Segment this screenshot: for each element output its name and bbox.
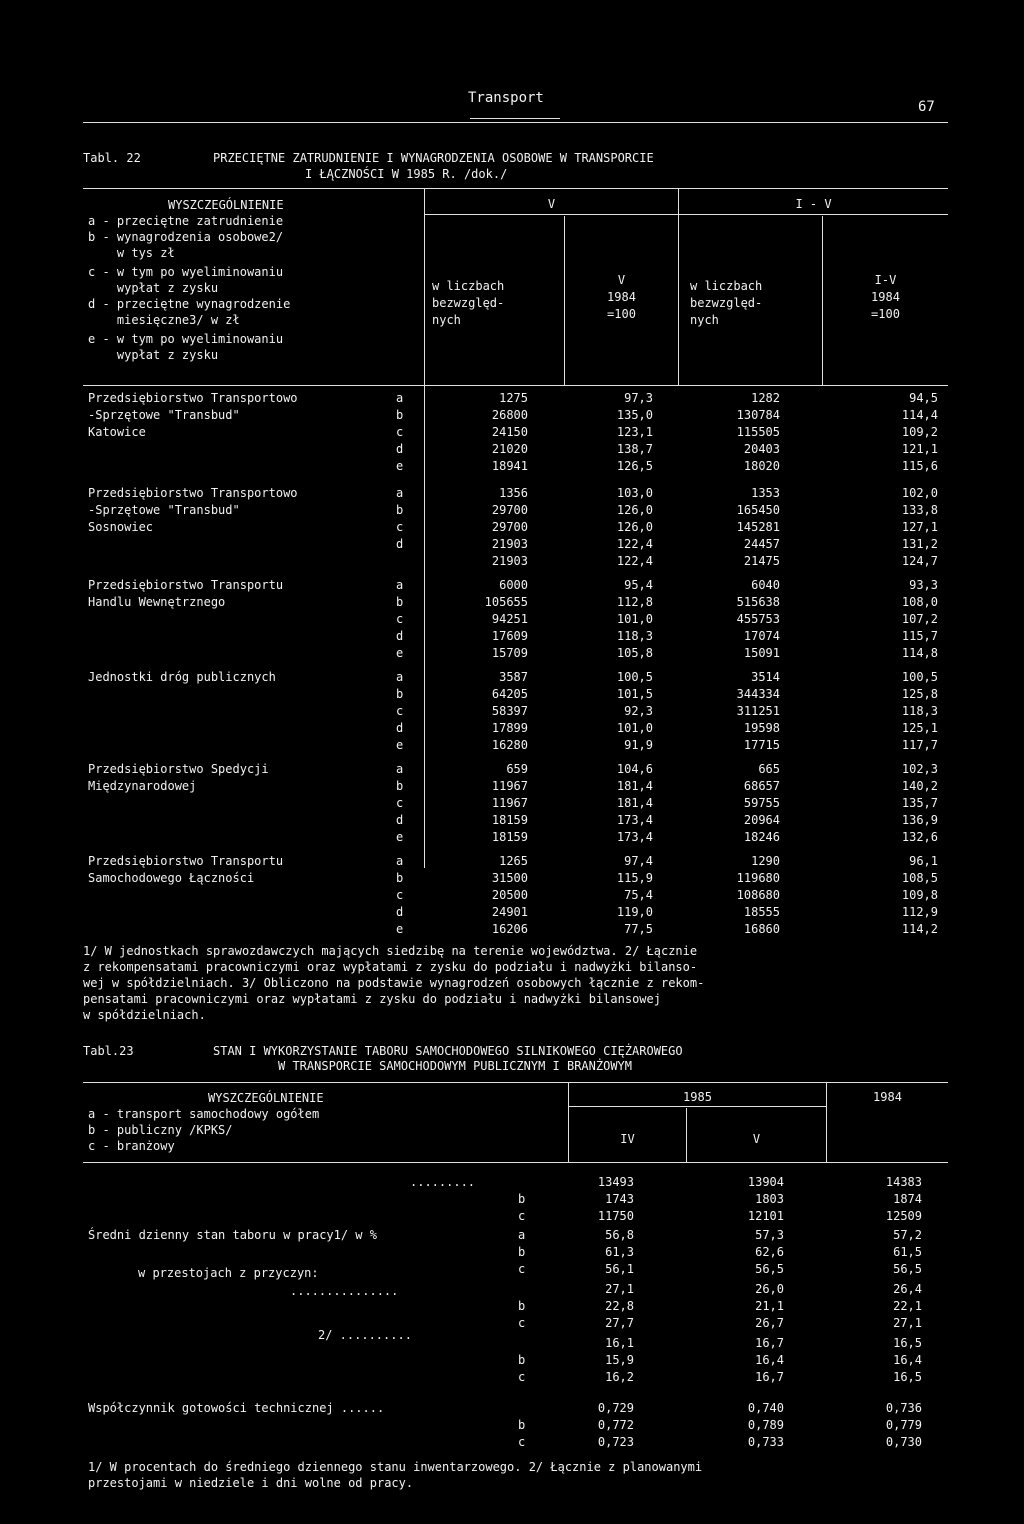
legend-line: a - transport samochodowy ogółem	[88, 1107, 320, 1121]
v-value: 26,7	[755, 1316, 784, 1330]
row-letter: c	[518, 1209, 526, 1223]
iv-idx-value: 109,8	[901, 888, 938, 902]
iv-abs-value: 1290	[751, 854, 780, 868]
table23-label: Tabl.23	[83, 1044, 134, 1058]
footnote-line: pensatami pracowniczymi oraz wypłatami z zysku do podziału i nadwyżki bilansowej	[83, 992, 661, 1006]
v-idx-value: 95,4	[624, 578, 653, 592]
v-abs-value: 29700	[491, 503, 528, 517]
v-idx-value: 101,0	[616, 612, 653, 626]
row-letter: c	[518, 1262, 526, 1276]
iv-idx-value: 133,8	[901, 503, 938, 517]
row-letter: b	[396, 687, 404, 701]
iv-idx-value: 118,3	[901, 704, 938, 718]
v-abs-value: 16206	[491, 922, 528, 936]
iv-idx-value: 125,1	[901, 721, 938, 735]
v-abs-value: 18159	[491, 813, 528, 827]
v-abs-value: 11967	[491, 779, 528, 793]
table23-col-iv: IV	[620, 1132, 635, 1146]
v-abs-value: 20500	[491, 888, 528, 902]
row-letter: e	[396, 738, 404, 752]
v-idx-value: 118,3	[616, 629, 653, 643]
legend-line: d - przeciętne wynagrodzenie	[88, 297, 291, 311]
row-letter: b	[518, 1192, 526, 1206]
iv-abs-value: 130784	[736, 408, 780, 422]
iv-abs-value: 119680	[736, 871, 780, 885]
v-idx-value: 92,3	[624, 704, 653, 718]
unit-name: Sosnowiec	[88, 520, 154, 534]
legend-line: e - w tym po wyeliminowaniu	[88, 332, 284, 346]
row-letter: c	[396, 425, 404, 439]
iv-idx-value: 107,2	[901, 612, 938, 626]
v-idx-value: 122,4	[616, 554, 653, 568]
v-idx-value: 126,0	[616, 520, 653, 534]
v-abs-value: 18941	[491, 459, 528, 473]
row-letter: a	[396, 854, 404, 868]
iv-idx-value: 112,9	[901, 905, 938, 919]
iv-value: 27,1	[605, 1282, 634, 1296]
y1984-value: 27,1	[893, 1316, 922, 1330]
table22-label: Tabl. 22	[83, 151, 141, 165]
unit-name: Przedsiębiorstwo Transportu	[88, 854, 284, 868]
v-abs-value: 21903	[491, 537, 528, 551]
iv-abs-value: 16860	[743, 922, 780, 936]
row-letter: d	[396, 905, 404, 919]
iv-idx-value: 115,7	[901, 629, 938, 643]
iv-abs-value: 68657	[743, 779, 780, 793]
row-letter: b	[396, 779, 404, 793]
y1984-value: 0,779	[885, 1418, 922, 1432]
iv-abs-value: 344334	[736, 687, 780, 701]
row-letter: d	[396, 442, 404, 456]
row-letter: d	[396, 537, 404, 551]
iv-abs-value: 17715	[743, 738, 780, 752]
v-idx-value: 135,0	[616, 408, 653, 422]
y1984-value: 26,4	[893, 1282, 922, 1296]
iv-abs-value: 1353	[751, 486, 780, 500]
legend-line: w tys zł	[88, 246, 175, 260]
v-idx-value: 101,0	[616, 721, 653, 735]
v-value: 62,6	[755, 1245, 784, 1259]
iv-abs-value: 145281	[736, 520, 780, 534]
row-letter: c	[396, 520, 404, 534]
unit-name: Jednostki dróg publicznych	[88, 670, 276, 684]
iv-abs-value: 18246	[743, 830, 780, 844]
iv-abs-value: 19598	[743, 721, 780, 735]
v-abs-value: 6000	[499, 578, 528, 592]
iv-value: 15,9	[605, 1353, 634, 1367]
iv-abs-value: 115505	[736, 425, 780, 439]
v-abs-value: 1265	[499, 854, 528, 868]
iv-abs-value: 20964	[743, 813, 780, 827]
y1984-value: 16,5	[893, 1336, 922, 1350]
v-idx-value: 181,4	[616, 779, 653, 793]
iv-abs-value: 18555	[743, 905, 780, 919]
v-value: 13904	[747, 1175, 784, 1189]
table23-top-rule	[83, 1082, 948, 1083]
iv-idx-value: 124,7	[901, 554, 938, 568]
v-abs-value: 26800	[491, 408, 528, 422]
v-idx-value: 103,0	[616, 486, 653, 500]
row-label: Średni dzienny stan taboru w pracy1/ w %	[88, 1228, 377, 1242]
footnote-line: wej w spółdzielniach. 3/ Obliczono na podstawie wynagrodzeń osobowych łącznie z rekom-	[83, 976, 705, 990]
row-letter: c	[518, 1370, 526, 1384]
iv-abs-value: 15091	[743, 646, 780, 660]
row-letter: e	[396, 459, 404, 473]
v-abs-value: 64205	[491, 687, 528, 701]
v-idx-value: 173,4	[616, 813, 653, 827]
table23-head-bottom-rule	[83, 1162, 948, 1163]
v-idx-value: 173,4	[616, 830, 653, 844]
v-value: 26,0	[755, 1282, 784, 1296]
row-letter: c	[518, 1435, 526, 1449]
v-abs-value: 94251	[491, 612, 528, 626]
v-abs-value: 3587	[499, 670, 528, 684]
row-letter: b	[518, 1245, 526, 1259]
v-value: 16,7	[755, 1336, 784, 1350]
table23-title-line2: W TRANSPORCIE SAMOCHODOWYM PUBLICZNYM I BRANŻOWYM	[278, 1059, 633, 1073]
iv-idx-value: 140,2	[901, 779, 938, 793]
v-idx-value: 123,1	[616, 425, 653, 439]
unit-name: Samochodowego Łączności	[88, 871, 255, 885]
y1984-value: 16,4	[893, 1353, 922, 1367]
iv-idx-value: 121,1	[901, 442, 938, 456]
v-value: 21,1	[755, 1299, 784, 1313]
y1984-value: 16,5	[893, 1370, 922, 1384]
table22-divider-groups	[678, 188, 679, 385]
row-label: w przestojach z przyczyn:	[138, 1266, 319, 1280]
unit-name: -Sprzętowe "Transbud"	[88, 408, 240, 422]
table22-head-bottom-rule	[83, 385, 948, 386]
unit-name: Przedsiębiorstwo Transportu	[88, 578, 284, 592]
y1984-value: 56,5	[893, 1262, 922, 1276]
y1984-value: 61,5	[893, 1245, 922, 1259]
v-abs-value: 18159	[491, 830, 528, 844]
row-label-dots: ...............	[290, 1284, 399, 1298]
y1984-value: 22,1	[893, 1299, 922, 1313]
iv-idx-value: 114,4	[901, 408, 938, 422]
table22-col-group-iv: I - V	[795, 197, 832, 211]
row-letter: d	[396, 629, 404, 643]
iv-idx-value: 114,8	[901, 646, 938, 660]
y1984-value: 0,730	[885, 1435, 922, 1449]
unit-name: Handlu Wewnętrznego	[88, 595, 226, 609]
iv-idx-value: 93,3	[909, 578, 938, 592]
v-abs-value: 17899	[491, 721, 528, 735]
y1984-value: 12509	[885, 1209, 922, 1223]
iv-value: 56,8	[605, 1228, 634, 1242]
iv-value: 27,7	[605, 1316, 634, 1330]
row-letter: b	[518, 1299, 526, 1313]
v-idx-value: 91,9	[624, 738, 653, 752]
iv-abs-value: 18020	[743, 459, 780, 473]
row-letter: a	[396, 486, 404, 500]
footnote-line: przestojami w niedziele i dni wolne od pracy.	[88, 1476, 414, 1490]
v-value: 1803	[755, 1192, 784, 1206]
row-letter: d	[396, 813, 404, 827]
row-label: Współczynnik gotowości technicznej ......	[88, 1401, 385, 1415]
table22-top-rule	[83, 188, 948, 189]
v-idx-value: 104,6	[616, 762, 653, 776]
row-letter: d	[396, 721, 404, 735]
iv-abs-value: 311251	[736, 704, 780, 718]
v-idx-value: 112,8	[616, 595, 653, 609]
iv-idx-value: 132,6	[901, 830, 938, 844]
v-abs-value: 24901	[491, 905, 528, 919]
iv-idx-value: 100,5	[901, 670, 938, 684]
unit-name: -Sprzętowe "Transbud"	[88, 503, 240, 517]
iv-value: 0,772	[597, 1418, 634, 1432]
v-abs-value: 21903	[491, 554, 528, 568]
row-letter: c	[396, 796, 404, 810]
v-abs-value: 58397	[491, 704, 528, 718]
v-value: 16,7	[755, 1370, 784, 1384]
footnote-line: w spółdzielniach.	[83, 1008, 206, 1022]
row-letter: a	[518, 1228, 526, 1242]
v-abs-value: 105655	[484, 595, 528, 609]
v-idx-value: 181,4	[616, 796, 653, 810]
footnote-line: 1/ W jednostkach sprawozdawczych mających siedzibę na terenie województwa. 2/ Łącznie	[83, 944, 698, 958]
row-label: .........	[410, 1175, 476, 1189]
iv-idx-value: 96,1	[909, 854, 938, 868]
header-rule	[470, 118, 560, 119]
v-idx-value: 97,3	[624, 391, 653, 405]
iv-value: 13493	[597, 1175, 634, 1189]
v-idx-value: 105,8	[616, 646, 653, 660]
row-letter: e	[396, 646, 404, 660]
unit-name: Przedsiębiorstwo Transportowo	[88, 486, 298, 500]
v-abs-value: 31500	[491, 871, 528, 885]
v-idx-value: 75,4	[624, 888, 653, 902]
v-value: 12101	[747, 1209, 784, 1223]
legend-line: wypłat z zysku	[88, 348, 219, 362]
y1984-value: 57,2	[893, 1228, 922, 1242]
iv-abs-value: 17074	[743, 629, 780, 643]
v-idx-value: 126,5	[616, 459, 653, 473]
unit-name: Katowice	[88, 425, 146, 439]
v-idx-value: 115,9	[616, 871, 653, 885]
iv-abs-value: 1282	[751, 391, 780, 405]
iv-idx-value: 117,7	[901, 738, 938, 752]
v-idx-value: 138,7	[616, 442, 653, 456]
y1984-value: 1874	[893, 1192, 922, 1206]
v-abs-value: 24150	[491, 425, 528, 439]
iv-abs-value: 24457	[743, 537, 780, 551]
table22-col-v-idx: V 1984 =100	[607, 273, 636, 321]
v-idx-value: 126,0	[616, 503, 653, 517]
table23-stub-heading: WYSZCZEGÓLNIENIE	[208, 1091, 324, 1105]
legend-line: c - w tym po wyeliminowaniu	[88, 265, 284, 279]
iv-idx-value: 109,2	[901, 425, 938, 439]
iv-value: 1743	[605, 1192, 634, 1206]
legend-line: b - publiczny /KPKS/	[88, 1123, 233, 1137]
table22-stub-heading: WYSZCZEGÓLNIENIE	[168, 198, 284, 212]
row-letter: a	[396, 762, 404, 776]
iv-value: 61,3	[605, 1245, 634, 1259]
row-letter: a	[396, 670, 404, 684]
unit-name: Międzynarodowej	[88, 779, 197, 793]
table23-title-line1: STAN I WYKORZYSTANIE TABORU SAMOCHODOWEGO SILNIKOWEGO CIĘŻAROWEGO	[213, 1044, 683, 1058]
iv-idx-value: 102,3	[901, 762, 938, 776]
row-letter: b	[396, 408, 404, 422]
table22-col-iv-abs: w liczbach bezwzględ- nych	[690, 279, 763, 327]
unit-name: Przedsiębiorstwo Spedycji	[88, 762, 269, 776]
iv-idx-value: 114,2	[901, 922, 938, 936]
row-letter: c	[518, 1316, 526, 1330]
table22-title-line2: I ŁĄCZNOŚCI W 1985 R. /dok./	[305, 167, 508, 181]
v-abs-value: 21020	[491, 442, 528, 456]
row-letter: b	[518, 1353, 526, 1367]
iv-abs-value: 20403	[743, 442, 780, 456]
table22-col-iv-idx: I-V 1984 =100	[871, 273, 900, 321]
header-rule-long	[83, 122, 948, 123]
table22-divider-stub	[424, 188, 425, 868]
table23-col-1984: 1984	[873, 1090, 902, 1104]
legend-line: c - branżowy	[88, 1139, 175, 1153]
iv-idx-value: 135,7	[901, 796, 938, 810]
table23-group-rule	[569, 1106, 826, 1107]
iv-idx-value: 127,1	[901, 520, 938, 534]
legend-line: b - wynagrodzenia osobowe2/	[88, 230, 284, 244]
iv-value: 0,729	[597, 1401, 634, 1415]
iv-idx-value: 108,0	[901, 595, 938, 609]
v-value: 16,4	[755, 1353, 784, 1367]
y1984-value: 14383	[885, 1175, 922, 1189]
iv-abs-value: 21475	[743, 554, 780, 568]
footnote-line: z rekompensatami pracowniczymi oraz wypłatami z zysku do podziału i nadwyżki bilanso-	[83, 960, 698, 974]
page-number: 67	[918, 99, 935, 115]
v-value: 57,3	[755, 1228, 784, 1242]
iv-value: 16,1	[605, 1336, 634, 1350]
v-abs-value: 1275	[499, 391, 528, 405]
row-letter: c	[396, 704, 404, 718]
v-abs-value: 659	[506, 762, 528, 776]
row-label: 2/ ..........	[318, 1328, 412, 1342]
legend-line: a - przeciętne zatrudnienie	[88, 214, 284, 228]
v-value: 56,5	[755, 1262, 784, 1276]
table22-group-rule	[425, 214, 948, 215]
iv-value: 11750	[597, 1209, 634, 1223]
row-letter: c	[396, 612, 404, 626]
iv-idx-value: 136,9	[901, 813, 938, 827]
iv-abs-value: 108680	[736, 888, 780, 902]
iv-value: 22,8	[605, 1299, 634, 1313]
row-letter: b	[518, 1418, 526, 1432]
row-letter: e	[396, 830, 404, 844]
iv-idx-value: 94,5	[909, 391, 938, 405]
row-letter: c	[396, 888, 404, 902]
running-title: Transport	[468, 90, 544, 106]
footnote-line: 1/ W procentach do średniego dziennego stanu inwentarzowego. 2/ Łącznie z planowanymi	[88, 1460, 703, 1474]
table23-col-1985: 1985	[683, 1090, 712, 1104]
row-letter: b	[396, 503, 404, 517]
v-abs-value: 17609	[491, 629, 528, 643]
y1984-value: 0,736	[885, 1401, 922, 1415]
iv-idx-value: 131,2	[901, 537, 938, 551]
row-letter: e	[396, 922, 404, 936]
iv-idx-value: 108,5	[901, 871, 938, 885]
v-abs-value: 11967	[491, 796, 528, 810]
v-abs-value: 29700	[491, 520, 528, 534]
legend-line: wypłat z zysku	[88, 281, 219, 295]
row-letter: b	[396, 595, 404, 609]
iv-value: 16,2	[605, 1370, 634, 1384]
iv-abs-value: 3514	[751, 670, 780, 684]
table22-title-line1: PRZECIĘTNE ZATRUDNIENIE I WYNAGRODZENIA OSOBOWE W TRANSPORCIE	[213, 151, 654, 165]
v-idx-value: 119,0	[616, 905, 653, 919]
legend-line: miesięczne3/ w zł	[88, 313, 240, 327]
v-abs-value: 1356	[499, 486, 528, 500]
iv-value: 0,723	[597, 1435, 634, 1449]
iv-idx-value: 125,8	[901, 687, 938, 701]
v-idx-value: 77,5	[624, 922, 653, 936]
iv-abs-value: 455753	[736, 612, 780, 626]
v-idx-value: 101,5	[616, 687, 653, 701]
iv-idx-value: 102,0	[901, 486, 938, 500]
v-value: 0,740	[747, 1401, 784, 1415]
row-letter: b	[396, 871, 404, 885]
unit-name: Przedsiębiorstwo Transportowo	[88, 391, 298, 405]
v-idx-value: 97,4	[624, 854, 653, 868]
iv-abs-value: 515638	[736, 595, 780, 609]
v-abs-value: 15709	[491, 646, 528, 660]
v-idx-value: 100,5	[616, 670, 653, 684]
table22-col-group-v: V	[547, 197, 556, 211]
iv-abs-value: 59755	[743, 796, 780, 810]
v-abs-value: 16280	[491, 738, 528, 752]
iv-value: 56,1	[605, 1262, 634, 1276]
table22-col-v-abs: w liczbach bezwzględ- nych	[432, 279, 505, 327]
iv-abs-value: 165450	[736, 503, 780, 517]
v-value: 0,789	[747, 1418, 784, 1432]
table23-col-v: V	[752, 1132, 761, 1146]
row-letter: a	[396, 578, 404, 592]
v-idx-value: 122,4	[616, 537, 653, 551]
v-value: 0,733	[747, 1435, 784, 1449]
iv-abs-value: 665	[758, 762, 780, 776]
iv-idx-value: 115,6	[901, 459, 938, 473]
row-letter: a	[396, 391, 404, 405]
iv-abs-value: 6040	[751, 578, 780, 592]
